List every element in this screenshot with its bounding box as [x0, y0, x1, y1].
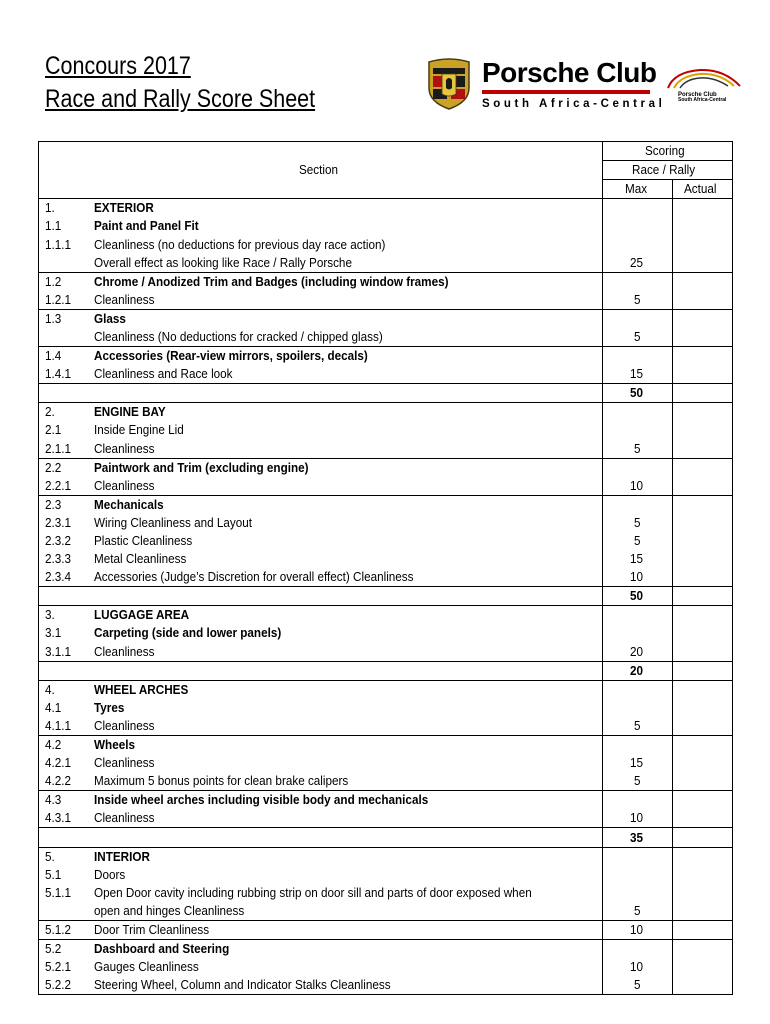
item-number: 2.3.4: [39, 568, 91, 587]
actual-score[interactable]: [673, 440, 733, 459]
item-description: Metal Cleanliness: [91, 550, 603, 568]
max-score: 25: [603, 254, 673, 273]
table-row: [39, 754, 733, 772]
max-score: 5: [603, 440, 673, 459]
table-row: [39, 568, 733, 587]
item-description: Tyres: [91, 699, 603, 717]
actual-score[interactable]: [673, 717, 733, 736]
table-row: [39, 624, 733, 642]
table-row: [39, 847, 733, 866]
table-row: [39, 532, 733, 550]
actual-header: Actual: [673, 180, 733, 199]
actual-score[interactable]: [673, 347, 733, 366]
item-description: Cleanliness: [91, 291, 603, 310]
table-row: [39, 606, 733, 625]
max-score: 50: [603, 587, 673, 606]
item-description: Open Door cavity including rubbing strip on door sill and parts of door exposed when: [91, 884, 603, 902]
item-number: 5.2.1: [39, 958, 91, 976]
table-row: [39, 254, 733, 273]
max-score: 10: [603, 809, 673, 828]
car-silhouette-icon: [664, 66, 744, 92]
actual-score[interactable]: [673, 532, 733, 550]
table-row: [39, 902, 733, 921]
max-score: 5: [603, 532, 673, 550]
actual-score[interactable]: [673, 309, 733, 328]
actual-score[interactable]: [673, 384, 733, 403]
item-description: Cleanliness (no deductions for previous day race action): [91, 235, 603, 253]
max-score: 10: [603, 920, 673, 939]
table-row: [39, 550, 733, 568]
item-description: LUGGAGE AREA: [91, 606, 603, 625]
item-description: [91, 384, 603, 403]
scoring-header: Scoring: [603, 142, 733, 161]
max-score: [603, 940, 673, 959]
item-number: 2.: [39, 403, 91, 422]
item-number: [39, 328, 91, 347]
table-row: [39, 495, 733, 514]
item-number: 4.3: [39, 791, 91, 810]
item-description: [91, 661, 603, 680]
item-description: Paintwork and Trim (excluding engine): [91, 458, 603, 477]
item-number: 5.1.1: [39, 884, 91, 902]
actual-score[interactable]: [673, 643, 733, 662]
item-description: Cleanliness (No deductions for cracked / chipped glass): [91, 328, 603, 347]
actual-score[interactable]: [673, 791, 733, 810]
table-row: [39, 699, 733, 717]
item-description: Steering Wheel, Column and Indicator Stalks Cleanliness: [91, 976, 603, 995]
table-row: [39, 884, 733, 902]
max-score: [603, 217, 673, 235]
actual-score[interactable]: [673, 495, 733, 514]
table-row: [39, 791, 733, 810]
max-score: [603, 199, 673, 218]
item-number: 2.1: [39, 421, 91, 439]
table-row: [39, 514, 733, 532]
item-description: Carpeting (side and lower panels): [91, 624, 603, 642]
item-number: 1.: [39, 199, 91, 218]
max-score: 5: [603, 902, 673, 921]
item-number: 4.: [39, 680, 91, 699]
category-header: Race / Rally: [603, 161, 733, 180]
item-number: 2.2.1: [39, 477, 91, 496]
section-header: Section: [39, 142, 603, 199]
subtotal-row: [39, 384, 733, 403]
max-score: 5: [603, 328, 673, 347]
item-number: 2.3.1: [39, 514, 91, 532]
item-description: Cleanliness: [91, 643, 603, 662]
max-score: 10: [603, 568, 673, 587]
item-number: [39, 587, 91, 606]
item-number: 4.2.1: [39, 754, 91, 772]
table-row: [39, 940, 733, 959]
table-row: [39, 421, 733, 439]
item-description: Dashboard and Steering: [91, 940, 603, 959]
max-score: 35: [603, 828, 673, 847]
item-description: Cleanliness: [91, 754, 603, 772]
max-score: 10: [603, 958, 673, 976]
actual-score[interactable]: [673, 940, 733, 959]
item-number: 4.3.1: [39, 809, 91, 828]
item-description: Cleanliness: [91, 717, 603, 736]
actual-score[interactable]: [673, 587, 733, 606]
item-description: Cleanliness: [91, 477, 603, 496]
subtotal-row: [39, 828, 733, 847]
item-number: 5.1.2: [39, 920, 91, 939]
max-score: [603, 680, 673, 699]
table-row: [39, 365, 733, 384]
item-number: 2.3.3: [39, 550, 91, 568]
item-number: 5.: [39, 847, 91, 866]
table-row: [39, 772, 733, 791]
table-row: [39, 458, 733, 477]
item-number: 5.2.2: [39, 976, 91, 995]
mini-logo-line-1: Porsche Club: [678, 92, 717, 98]
actual-score[interactable]: [673, 606, 733, 625]
table-row: [39, 809, 733, 828]
item-description: Plastic Cleanliness: [91, 532, 603, 550]
table-row: [39, 680, 733, 699]
max-score: [603, 624, 673, 642]
item-number: [39, 254, 91, 273]
max-score: [603, 606, 673, 625]
item-description: Mechanicals: [91, 495, 603, 514]
item-description: Paint and Panel Fit: [91, 217, 603, 235]
club-name: Porsche Club: [482, 57, 657, 88]
item-number: [39, 828, 91, 847]
page-title: [45, 50, 315, 116]
subtotal-row: [39, 661, 733, 680]
actual-score[interactable]: [673, 680, 733, 699]
title-line-1: Concours 2017: [45, 52, 191, 80]
item-number: 3.: [39, 606, 91, 625]
actual-score[interactable]: [673, 365, 733, 384]
max-score: 5: [603, 717, 673, 736]
table-row: [39, 199, 733, 218]
item-number: 1.3: [39, 309, 91, 328]
item-description: Wiring Cleanliness and Layout: [91, 514, 603, 532]
item-description: Cleanliness and Race look: [91, 365, 603, 384]
max-score: [603, 403, 673, 422]
mini-logo-line-2: South Africa-Central: [678, 97, 727, 103]
item-description: WHEEL ARCHES: [91, 680, 603, 699]
item-number: 3.1.1: [39, 643, 91, 662]
club-logo: [482, 58, 665, 110]
max-score: [603, 458, 673, 477]
item-description: EXTERIOR: [91, 199, 603, 218]
item-description: Overall effect as looking like Race / Rally Porsche: [91, 254, 603, 273]
max-score: [603, 421, 673, 439]
car-silhouette-logo: [664, 66, 744, 110]
actual-score[interactable]: [673, 254, 733, 273]
actual-score[interactable]: [673, 809, 733, 828]
max-score: [603, 884, 673, 902]
item-number: 4.1: [39, 699, 91, 717]
max-score: 15: [603, 365, 673, 384]
max-score: 20: [603, 643, 673, 662]
actual-score[interactable]: [673, 661, 733, 680]
item-description: Door Trim Cleanliness: [91, 920, 603, 939]
item-number: 2.2: [39, 458, 91, 477]
actual-score[interactable]: [673, 199, 733, 218]
item-description: Inside wheel arches including visible body and mechanicals: [91, 791, 603, 810]
actual-score[interactable]: [673, 217, 733, 235]
club-region: South Africa-Central: [482, 98, 666, 110]
item-number: 2.3.2: [39, 532, 91, 550]
item-number: [39, 661, 91, 680]
max-score: [603, 847, 673, 866]
item-description: Wheels: [91, 736, 603, 755]
item-number: 1.2.1: [39, 291, 91, 310]
max-score: [603, 347, 673, 366]
item-description: Accessories (Rear-view mirrors, spoilers, decals): [91, 347, 603, 366]
table-row: [39, 272, 733, 291]
item-number: 1.4: [39, 347, 91, 366]
actual-score[interactable]: [673, 458, 733, 477]
max-score: [603, 309, 673, 328]
table-row: [39, 866, 733, 884]
item-description: Cleanliness: [91, 440, 603, 459]
item-number: 4.2.2: [39, 772, 91, 791]
table-row: [39, 717, 733, 736]
item-description: Gauges Cleanliness: [91, 958, 603, 976]
actual-score[interactable]: [673, 772, 733, 791]
actual-score[interactable]: [673, 958, 733, 976]
item-number: 2.3: [39, 495, 91, 514]
item-number: 1.4.1: [39, 365, 91, 384]
item-description: INTERIOR: [91, 847, 603, 866]
max-score: 10: [603, 477, 673, 496]
actual-score[interactable]: [673, 920, 733, 939]
item-description: Cleanliness: [91, 809, 603, 828]
item-description: Chrome / Anodized Trim and Badges (including window frames): [91, 272, 603, 291]
max-score: [603, 272, 673, 291]
item-number: 5.2: [39, 940, 91, 959]
max-score: 15: [603, 754, 673, 772]
max-score: 50: [603, 384, 673, 403]
table-row: [39, 643, 733, 662]
item-number: 2.1.1: [39, 440, 91, 459]
actual-score[interactable]: [673, 828, 733, 847]
max-score: 5: [603, 291, 673, 310]
actual-score[interactable]: [673, 884, 733, 902]
actual-score[interactable]: [673, 699, 733, 717]
table-row: [39, 477, 733, 496]
item-description: Maximum 5 bonus points for clean brake calipers: [91, 772, 603, 791]
table-row: [39, 403, 733, 422]
max-score: [603, 791, 673, 810]
max-score: 5: [603, 514, 673, 532]
item-description: [91, 587, 603, 606]
actual-score[interactable]: [673, 866, 733, 884]
actual-score[interactable]: [673, 568, 733, 587]
table-row: [39, 291, 733, 310]
actual-score[interactable]: [673, 736, 733, 755]
table-row: [39, 309, 733, 328]
item-description: Accessories (Judge’s Discretion for overall effect) Cleanliness: [91, 568, 603, 587]
item-description: ENGINE BAY: [91, 403, 603, 422]
item-number: 3.1: [39, 624, 91, 642]
table-header-row-1: [39, 142, 733, 161]
item-number: 1.1.1: [39, 235, 91, 253]
item-number: 4.2: [39, 736, 91, 755]
item-number: 5.1: [39, 866, 91, 884]
max-score: 5: [603, 976, 673, 995]
table-row: [39, 736, 733, 755]
max-score: 5: [603, 772, 673, 791]
max-score: 15: [603, 550, 673, 568]
max-score: [603, 495, 673, 514]
actual-score[interactable]: [673, 403, 733, 422]
porsche-crest-icon: [427, 58, 471, 110]
max-header: Max: [603, 180, 673, 199]
max-score: [603, 699, 673, 717]
item-description: Inside Engine Lid: [91, 421, 603, 439]
actual-score[interactable]: [673, 976, 733, 995]
table-row: [39, 217, 733, 235]
actual-score[interactable]: [673, 328, 733, 347]
actual-score[interactable]: [673, 624, 733, 642]
item-description: Doors: [91, 866, 603, 884]
max-score: 20: [603, 661, 673, 680]
actual-score[interactable]: [673, 514, 733, 532]
actual-score[interactable]: [673, 754, 733, 772]
table-row: [39, 440, 733, 459]
item-description: open and hinges Cleanliness: [91, 902, 603, 921]
item-number: 4.1.1: [39, 717, 91, 736]
max-score: [603, 736, 673, 755]
actual-score[interactable]: [673, 550, 733, 568]
actual-score[interactable]: [673, 421, 733, 439]
actual-score[interactable]: [673, 847, 733, 866]
max-score: [603, 235, 673, 253]
actual-score[interactable]: [673, 235, 733, 253]
table-row: [39, 920, 733, 939]
actual-score[interactable]: [673, 477, 733, 496]
item-number: [39, 384, 91, 403]
title-line-2: Race and Rally Score Sheet: [45, 85, 316, 113]
item-number: 1.1: [39, 217, 91, 235]
table-row: [39, 235, 733, 253]
brand-divider: [482, 90, 650, 94]
max-score: [603, 866, 673, 884]
item-number: 1.2: [39, 272, 91, 291]
score-table: [38, 141, 733, 995]
subtotal-row: [39, 587, 733, 606]
table-row: [39, 328, 733, 347]
item-number: [39, 902, 91, 921]
actual-score[interactable]: [673, 902, 733, 921]
table-row: [39, 976, 733, 995]
table-row: [39, 958, 733, 976]
table-row: [39, 347, 733, 366]
item-description: Glass: [91, 309, 603, 328]
actual-score[interactable]: [673, 291, 733, 310]
item-description: [91, 828, 603, 847]
actual-score[interactable]: [673, 272, 733, 291]
